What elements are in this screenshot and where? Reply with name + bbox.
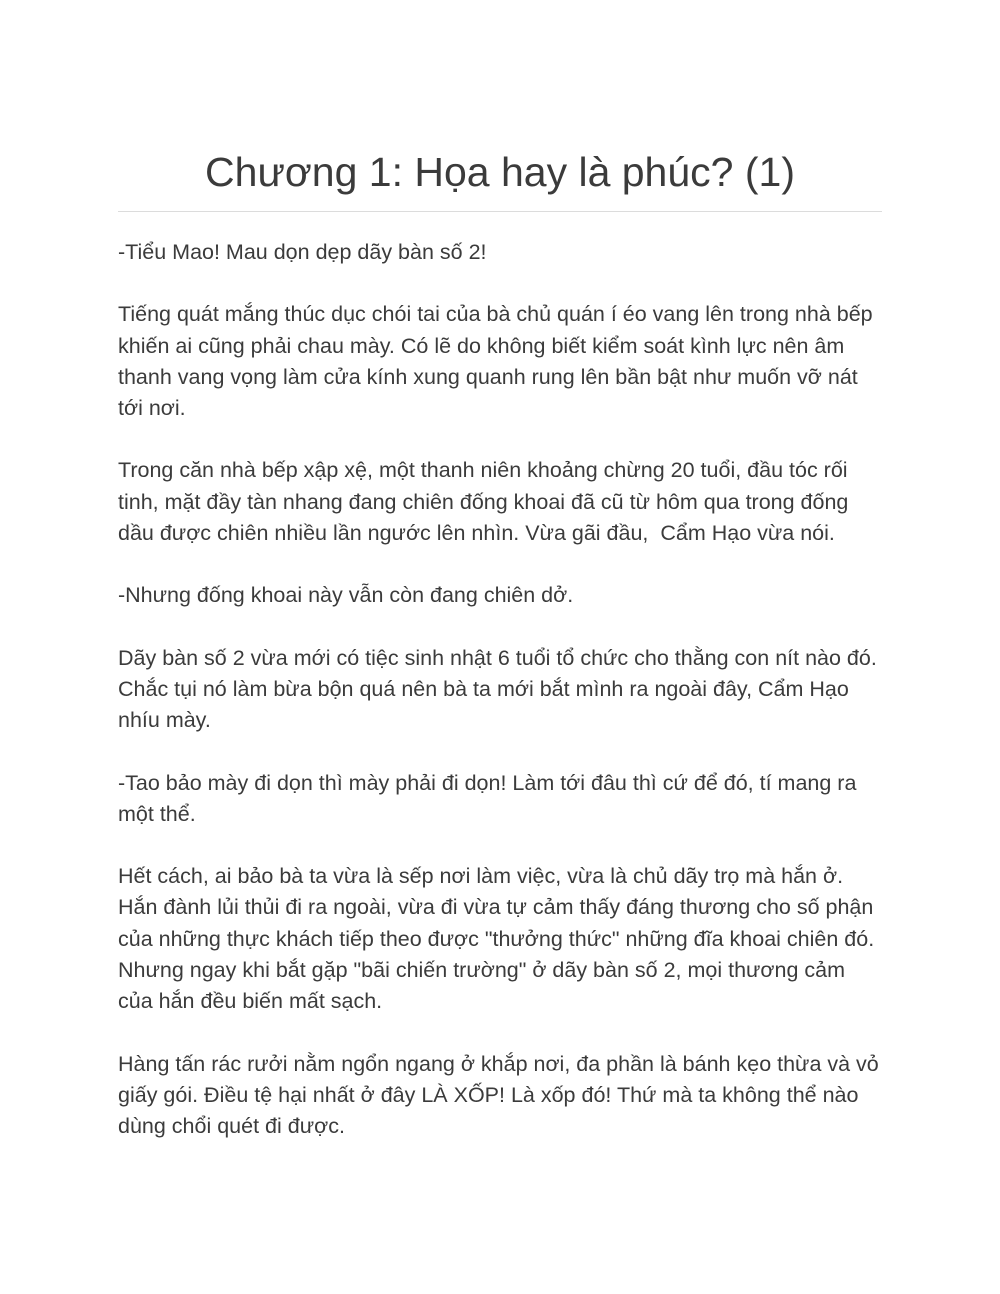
paragraph: -Nhưng đống khoai này vẫn còn đang chiên dở. [118,583,574,608]
paragraph: Dãy bàn số 2 vừa mới có tiệc sinh nhật 6 tuổi tổ chức cho thằng con nít nào đó. Chắc tụi nó làm bừa bộn quá nên bà ta mới bắt mình ra ngoài đây, Cẩm Hạo nhíu mày. [118,645,883,733]
paragraph: Hết cách, ai bảo bà ta vừa là sếp nơi làm việc, vừa là chủ dãy trọ mà hắn ở. Hắn đành lủi thủi đi ra ngoài, vừa đi vừa tự cảm thấy đáng thương cho số phận của những thực khách tiếp theo được "thưởng thức" những đĩa khoai chiên đó. Nhưng ngay khi bắt gặp "bãi chiến trường" ở dãy bàn số 2, mọi thương cảm của hắn đều biến mất sạch. [118,864,881,1014]
paragraph: -Tiểu Mao! Mau dọn dẹp dãy bàn số 2! [118,240,487,264]
chapter-title: Chương 1: Họa hay là phúc? (1) [205,149,795,195]
paragraph: Trong căn nhà bếp xập xệ, một thanh niên khoảng chừng 20 tuổi, đầu tóc rối tinh, mặt đầy tàn nhang đang chiên đống khoai đã cũ từ hôm qua trong đống dầu được chiên nhiều lần ngước lên nhìn. Vừa gãi đầu, Cẩm Hạo vừa nói. [118,458,855,546]
paragraph: -Tao bảo mày đi dọn thì mày phải đi dọn! Làm tới đâu thì cứ để đó, tí mang ra một thể. [118,770,863,826]
document-page [118,0,885,1294]
paragraph: Hàng tấn rác rưởi nằm ngổn ngang ở khắp nơi, đa phần là bánh kẹo thừa và vỏ giấy gói. Điều tệ hại nhất ở đây LÀ XỐP! Là xốp đó! Thứ mà ta không thể nào dùng chổi quét đi được. [118,1051,885,1139]
paragraph: Tiếng quát mắng thúc dục chói tai của bà chủ quán í éo vang lên trong nhà bếp khiến ai cũng phải chau mày. Có lẽ do không biết kiểm soát kình lực nên âm thanh vang vọng làm cửa kính xung quanh rung lên bần bật như muốn vỡ nát tới nơi. [118,302,879,421]
title-divider [118,211,882,212]
chapter-body [118,237,885,1174]
